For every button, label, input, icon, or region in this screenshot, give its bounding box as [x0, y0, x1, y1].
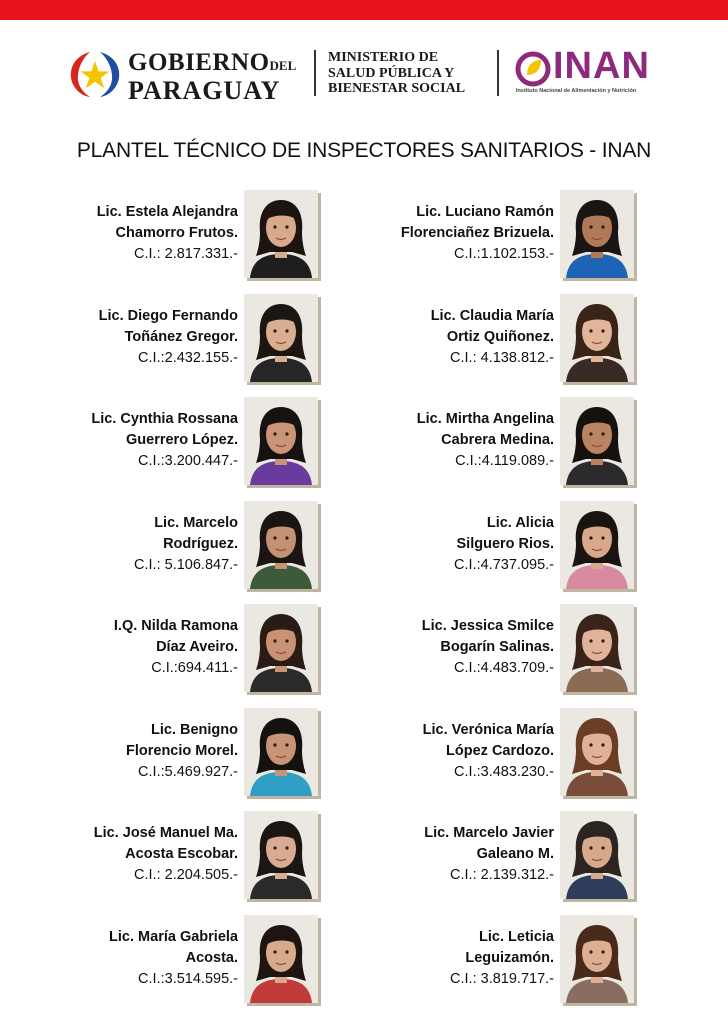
portrait-icon [244, 190, 318, 278]
ministry-line2: SALUD PÚBLICA Y [328, 65, 455, 81]
inspector-id-number: C.I.:4.737.095.- [454, 556, 554, 573]
inspector-name-line2: Díaz Aveiro. [156, 639, 238, 655]
inspector-card [72, 915, 322, 1007]
inspector-name-line2: Toñánez Gregor. [124, 328, 238, 345]
inspector-id-number: C.I.:3.483.230.- [454, 763, 554, 780]
inspector-card [72, 501, 322, 593]
portrait-icon [244, 708, 318, 796]
inspector-card [388, 604, 638, 696]
ministry-line1: MINISTERIO DE [328, 50, 439, 65]
inan-subtitle: Instituto Nacional de Alimentación y Nutrición [516, 88, 637, 94]
inspector-name-line2: Acosta. [185, 949, 238, 966]
inspector-photo [560, 190, 634, 278]
gov-del: DEL [269, 58, 297, 73]
header-logos [0, 38, 728, 110]
portrait-icon [560, 604, 634, 692]
inspector-info [72, 202, 238, 265]
inspector-name-line1: Lic. Estela Alejandra [96, 204, 238, 220]
inspector-name-line2: Cabrera Medina. [441, 432, 554, 448]
inspector-info [72, 616, 238, 679]
gov-line2: PARAGUAY [128, 76, 281, 105]
inspector-info [388, 306, 554, 369]
inspector-name-line1: Lic. Leticia [479, 928, 554, 945]
inan-emblem-icon [515, 51, 551, 87]
inspector-name-line2: Guerrero López. [126, 432, 238, 448]
inspector-photo [560, 604, 634, 692]
inspector-photo [560, 501, 634, 589]
inspector-name-line1: Lic. Diego Fernando [98, 307, 238, 324]
portrait-icon [244, 501, 318, 589]
inspector-id-number: C.I.:4.119.089.- [455, 453, 554, 469]
inspector-photo [560, 708, 634, 796]
inspector-id-number: C.I.: 5.106.847.- [134, 556, 238, 573]
inspector-card [72, 190, 322, 282]
inspector-info [72, 823, 238, 886]
inspector-name-line2: Rodríguez. [163, 535, 238, 552]
inspector-id-number: C.I.: 3.819.717.- [450, 970, 554, 987]
inspector-photo [244, 397, 318, 485]
inspector-info [388, 927, 554, 990]
inspector-name-line2: Silguero Rios. [456, 535, 554, 552]
inspector-info [72, 513, 238, 576]
inspector-info [388, 720, 554, 783]
page-title: PLANTEL TÉCNICO DE INSPECTORES SANITARIOS - INAN [76, 139, 652, 162]
inspector-photo [244, 811, 318, 899]
inspector-name-line2: Galeano M. [476, 846, 554, 862]
inspector-card [72, 294, 322, 386]
inspector-id-number: C.I.: 4.138.812.- [450, 349, 554, 366]
inspector-photo [244, 294, 318, 382]
inspector-name-line1: Lic. Jessica Smilce [421, 618, 554, 634]
inspector-name-line1: Lic. Benigno [151, 721, 238, 738]
inspector-photo [560, 811, 634, 899]
inspector-photo [560, 294, 634, 382]
inspector-name-line1: Lic. María Gabriela [109, 928, 238, 945]
inspector-photo [244, 501, 318, 589]
inspector-id-number: C.I.: 2.139.312.- [450, 867, 554, 883]
top-red-bar [0, 0, 728, 20]
inspector-id-number: C.I.:3.514.595.- [138, 970, 238, 987]
inspector-photo [244, 190, 318, 278]
inspector-name-line1: Lic. Alicia [486, 514, 554, 531]
inspector-card [388, 294, 638, 386]
portrait-icon [560, 811, 634, 899]
inspector-name-line2: Ortiz Quiñonez. [446, 328, 554, 345]
inspector-name-line2: Chamorro Frutos. [115, 225, 238, 241]
portrait-icon [560, 708, 634, 796]
inspector-photo [244, 604, 318, 692]
gov-line1: GOBIERNO [128, 49, 270, 76]
inspector-card [388, 501, 638, 593]
inspector-card [72, 708, 322, 800]
paraguay-government-emblem-icon [66, 48, 124, 100]
portrait-icon [560, 294, 634, 382]
inan-wordmark: INAN [553, 45, 650, 87]
inspector-info [72, 720, 238, 783]
inspector-name-line2: Acosta Escobar. [125, 846, 238, 862]
inspector-name-line1: Lic. Mirtha Angelina [416, 411, 554, 427]
inspector-info [388, 513, 554, 576]
inspector-name-line1: Lic. Verónica María [422, 721, 554, 738]
inspector-info [72, 927, 238, 990]
inspector-name-line2: Florenciañez Brizuela. [400, 225, 554, 241]
inspector-name-line2: Leguizamón. [465, 949, 554, 966]
inspector-card [388, 708, 638, 800]
portrait-icon [244, 811, 318, 899]
inspector-name-line1: Lic. José Manuel Ma. [93, 825, 238, 841]
ministry-line3: BIENESTAR SOCIAL [328, 81, 466, 96]
portrait-icon [244, 397, 318, 485]
inspector-photo [560, 397, 634, 485]
inspector-name-line1: Lic. Claudia María [430, 307, 554, 324]
inspector-name-line1: Lic. Cynthia Rossana [91, 411, 238, 427]
inspector-id-number: C.I.: 2.817.331.- [134, 246, 238, 262]
portrait-icon [244, 915, 318, 1003]
inspector-info [72, 409, 238, 472]
inspector-photo [244, 708, 318, 796]
inspector-id-number: C.I.:3.200.447.- [138, 453, 238, 469]
inspector-card [388, 190, 638, 282]
header-divider [314, 50, 316, 96]
inspector-name-line1: I.Q. Nilda Ramona [113, 618, 238, 634]
inspector-id-number: C.I.:2.432.155.- [138, 349, 238, 366]
inspector-photo [244, 915, 318, 1003]
portrait-icon [244, 604, 318, 692]
inspector-card [72, 397, 322, 489]
portrait-icon [560, 397, 634, 485]
inspector-name-line1: Lic. Marcelo [154, 514, 238, 531]
inspector-name-line2: Bogarín Salinas. [440, 639, 554, 655]
portrait-icon [560, 190, 634, 278]
inspector-name-line1: Lic. Marcelo Javier [424, 825, 554, 841]
inspector-name-line1: Lic. Luciano Ramón [416, 204, 554, 220]
inspector-id-number: C.I.: 2.204.505.- [134, 867, 238, 883]
inspector-card [388, 915, 638, 1007]
inspector-id-number: C.I.:4.483.709.- [454, 660, 554, 676]
inspector-id-number: C.I.:694.411.- [151, 660, 238, 676]
inspector-card [72, 604, 322, 696]
portrait-icon [560, 915, 634, 1003]
inspector-info [388, 409, 554, 472]
inspector-card [388, 397, 638, 489]
ministry-name [328, 50, 465, 97]
portrait-icon [244, 294, 318, 382]
inspector-card [72, 811, 322, 903]
inspector-info [388, 202, 554, 265]
inspector-id-number: C.I.:1.102.153.- [454, 246, 554, 262]
inspector-info [388, 616, 554, 679]
inspector-info [72, 306, 238, 369]
inspector-id-number: C.I.:5.469.927.- [138, 763, 238, 780]
header-divider [497, 50, 499, 96]
inspector-name-line2: Florencio Morel. [126, 742, 238, 759]
inspector-card [388, 811, 638, 903]
portrait-icon [560, 501, 634, 589]
government-name [128, 50, 296, 104]
inspector-photo [560, 915, 634, 1003]
inspector-name-line2: López Cardozo. [446, 742, 554, 759]
inspector-info [388, 823, 554, 886]
